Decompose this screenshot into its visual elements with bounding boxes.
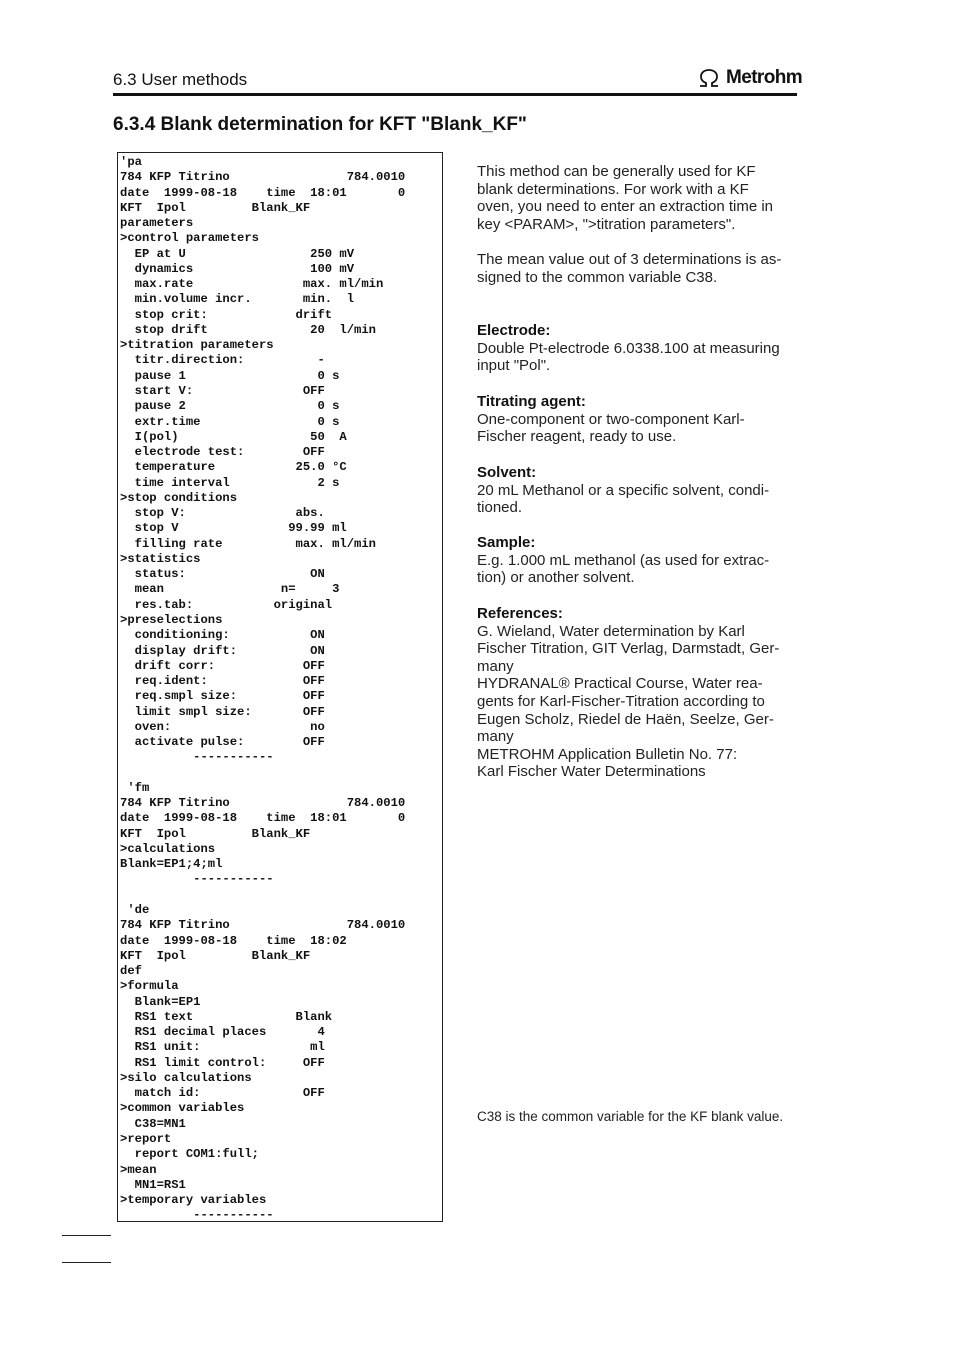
solvent-heading: Solvent: — [477, 464, 537, 481]
listing-line: KFT Ipol Blank_KF — [120, 826, 311, 841]
metrohm-logo — [697, 66, 802, 90]
listing-line: >titration parameters — [120, 338, 274, 353]
listing-line: MN1=RS1 — [120, 1177, 186, 1192]
listing-line: >silo calculations — [120, 1070, 252, 1085]
text-line: Eugen Scholz, Riedel de Haën, Seelze, Ger- — [477, 710, 774, 728]
listing-line: extr.time 0 s — [120, 414, 340, 429]
listing-line: min.volume incr. min. l — [120, 292, 355, 307]
listing-line: 784 KFP Titrino 784.0010 — [120, 918, 406, 933]
header-rule — [113, 93, 797, 96]
listing-line: drift corr: OFF — [120, 658, 325, 673]
text-line: gents for Karl-Fischer-Titration according to — [477, 692, 765, 710]
listing-line: titr.direction: - — [120, 353, 325, 368]
listing-line: 'fm — [120, 780, 150, 795]
omega-icon — [697, 68, 721, 88]
listing-line: I(pol) 50 A — [120, 429, 347, 444]
sample-heading: Sample: — [477, 534, 536, 551]
listing-line: >common variables — [120, 1101, 245, 1116]
listing-line: >control parameters — [120, 231, 259, 246]
listing-line: display drift: ON — [120, 643, 325, 658]
listing-line: temperature 25.0 °C — [120, 460, 347, 475]
listing-line: KFT Ipol Blank_KF — [120, 948, 311, 963]
listing-line: date 1999-08-18 time 18:01 0 — [120, 185, 406, 200]
listing-line: ----------- — [120, 750, 274, 765]
listing-line: stop crit: drift — [120, 307, 333, 322]
listing-line: mean n= 3 — [120, 582, 340, 597]
listing-line: KFT Ipol Blank_KF — [120, 200, 311, 215]
references-section — [477, 605, 779, 781]
listing-line: def — [120, 964, 142, 979]
text-line: many — [477, 728, 514, 746]
text-line: input "Pol". — [477, 357, 551, 375]
listing-line: pause 2 0 s — [120, 399, 340, 414]
listing-line: RS1 limit control: OFF — [120, 1055, 325, 1070]
listing-line: ----------- — [120, 872, 274, 887]
listing-line: 'de — [120, 903, 150, 918]
listing-line: >formula — [120, 979, 179, 994]
listing-line: filling rate max. ml/min — [120, 536, 376, 551]
text-line: Karl Fischer Water Determinations — [477, 763, 706, 781]
listing-line: pause 1 0 s — [120, 368, 340, 383]
text-line: Fischer reagent, ready to use. — [477, 428, 677, 446]
titrating-agent-heading: Titrating agent: — [477, 393, 586, 410]
text-line: many — [477, 657, 514, 675]
listing-line — [120, 766, 405, 781]
method-listing — [120, 155, 405, 1224]
titrating-agent-section — [477, 393, 745, 446]
text-line: Fischer Titration, GIT Verlag, Darmstadt, Ger- — [477, 640, 780, 658]
listing-line: start V: OFF — [120, 383, 325, 398]
listing-line: >calculations — [120, 841, 216, 856]
listing-line: 'pa — [120, 155, 142, 169]
text-line: One-component or two-component Karl- — [477, 410, 745, 428]
margin-note: C38 is the common variable for the KF blank value. — [477, 1109, 784, 1124]
listing-line: EP at U 250 mV — [120, 246, 355, 261]
text-line: tion) or another solvent. — [477, 569, 635, 587]
listing-line: C38=MN1 — [120, 1116, 186, 1131]
listing-line: 784 KFP Titrino 784.0010 — [120, 796, 406, 811]
listing-line: ----------- — [120, 1208, 274, 1223]
listing-line: dynamics 100 mV — [120, 261, 355, 276]
margin-rule-top — [62, 1235, 111, 1236]
listing-line: 784 KFP Titrino 784.0010 — [120, 170, 406, 185]
listing-line — [120, 888, 405, 903]
text-line: key <PARAM>, ">titration parameters". — [477, 215, 736, 233]
listing-line: RS1 unit: ml — [120, 1040, 325, 1055]
listing-line: stop V 99.99 ml — [120, 521, 347, 536]
listing-line: electrode test: OFF — [120, 445, 325, 460]
listing-line: RS1 decimal places 4 — [120, 1025, 325, 1040]
listing-line: oven: no — [120, 719, 325, 734]
listing-line: max.rate max. ml/min — [120, 277, 384, 292]
listing-line: limit smpl size: OFF — [120, 704, 325, 719]
listing-line: req.ident: OFF — [120, 674, 325, 689]
listing-line: Blank=EP1 — [120, 994, 201, 1009]
references-heading: References: — [477, 605, 563, 622]
listing-line: match id: OFF — [120, 1086, 325, 1101]
listing-line: stop V: abs. — [120, 506, 325, 521]
text-line: The mean value out of 3 determinations is as- — [477, 251, 782, 268]
listing-line: date 1999-08-18 time 18:01 0 — [120, 811, 406, 826]
text-line: 20 mL Methanol or a specific solvent, condi- — [477, 481, 770, 499]
text-line: Double Pt-electrode 6.0338.100 at measuring — [477, 339, 780, 357]
intro-paragraph — [477, 163, 773, 233]
listing-line: report COM1:full; — [120, 1147, 259, 1162]
listing-line: RS1 text Blank — [120, 1009, 333, 1024]
text-line: E.g. 1.000 mL methanol (as used for extrac- — [477, 551, 770, 569]
electrode-section — [477, 322, 780, 375]
listing-line: >preselections — [120, 612, 223, 627]
listing-line: date 1999-08-18 time 18:02 — [120, 933, 347, 948]
listing-line: >stop conditions — [120, 490, 238, 505]
text-line: oven, you need to enter an extraction time in — [477, 198, 774, 216]
solvent-section — [477, 464, 769, 517]
method-listing-box — [117, 152, 443, 1222]
mean-paragraph — [477, 251, 781, 286]
text-line: G. Wieland, Water determination by Karl — [477, 622, 745, 640]
text-line: METROHM Application Bulletin No. 77: — [477, 745, 738, 763]
listing-line: time interval 2 s — [120, 475, 340, 490]
text-line: This method can be generally used for KF — [477, 163, 756, 180]
listing-line: conditioning: ON — [120, 628, 325, 643]
listing-line: >temporary variables — [120, 1193, 267, 1208]
listing-line: parameters — [120, 216, 194, 231]
section-title: 6.3.4 Blank determination for KFT "Blank_KF" — [113, 114, 527, 135]
text-line: HYDRANAL® Practical Course, Water rea- — [477, 675, 763, 693]
text-line: blank determinations. For work with a KF — [477, 180, 749, 198]
listing-line: stop drift 20 l/min — [120, 322, 376, 337]
listing-line: status: ON — [120, 567, 325, 582]
listing-line: >mean — [120, 1162, 157, 1177]
listing-line: >statistics — [120, 551, 201, 566]
logo-wordmark: Metrohm — [726, 67, 803, 88]
electrode-heading: Electrode: — [477, 322, 551, 339]
listing-line: res.tab: original — [120, 597, 333, 612]
sample-section — [477, 534, 769, 587]
listing-line: Blank=EP1;4;ml — [120, 857, 223, 872]
listing-line: req.smpl size: OFF — [120, 689, 325, 704]
text-line: tioned. — [477, 499, 523, 517]
listing-line: >report — [120, 1132, 172, 1146]
page-header-section: 6.3 User methods — [113, 70, 248, 89]
text-line: signed to the common variable C38. — [477, 268, 718, 286]
listing-line: activate pulse: OFF — [120, 735, 325, 750]
margin-rule-bottom — [62, 1262, 111, 1263]
